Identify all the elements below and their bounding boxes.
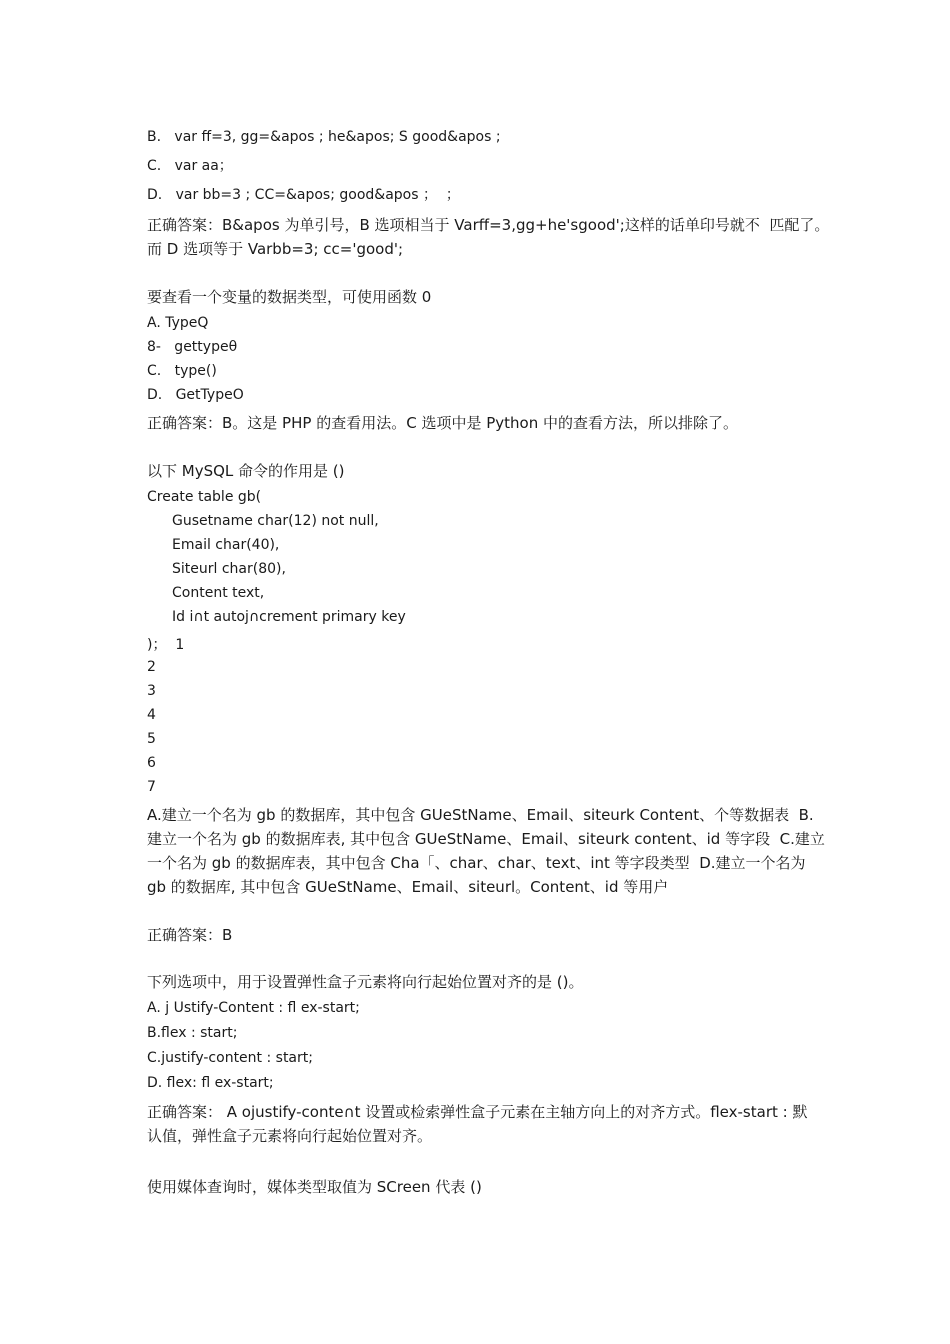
q2-option-a: A. TypeQ bbox=[147, 315, 209, 331]
q1-option-c: C. var aa； bbox=[147, 158, 233, 174]
q1-option-b: B. var ff=3, gg=&apos ; he&apos; S good&apos ; bbox=[147, 129, 501, 145]
q2-option-d: D. GetTypeO bbox=[147, 387, 244, 403]
q3-line-number: 6 bbox=[147, 755, 156, 771]
q4-answer-line-2: 认值，弹性盒子元素将向行起始位置对齐。 bbox=[147, 1127, 433, 1145]
q3-code-line-1: Gusetname char(12) not null, bbox=[172, 513, 379, 529]
q3-line-number: 7 bbox=[147, 779, 156, 795]
q4-option-c: C.justify-content : start; bbox=[147, 1050, 313, 1066]
q3-code-line-2: Email char(40), bbox=[172, 537, 280, 553]
q2-option-c: C. type() bbox=[147, 363, 217, 379]
q4-answer-line-1: 正确答案： A ojustify-conte∩t 设置或检索弹性盒子元素在主轴方向上的对齐方式。flex-start : 默 bbox=[147, 1103, 808, 1121]
q4-option-b: B.flex : start; bbox=[147, 1025, 238, 1041]
q3-options-line-2: 建立一个名为 gb 的数据库表, 其中包含 GUeStName、Email、siteurk content、id 等字段 C.建立 bbox=[147, 830, 825, 848]
q3-code-line-5: Id i∩t autoj∩crement primary key bbox=[172, 609, 406, 625]
q3-line-number: 5 bbox=[147, 731, 156, 747]
q3-code-end: )； 1 bbox=[147, 637, 185, 653]
q3-line-number: 4 bbox=[147, 707, 156, 723]
q4-option-d: D. flex: fl ex-start; bbox=[147, 1075, 274, 1091]
q2-option-b: 8- gettypeθ bbox=[147, 339, 238, 355]
q3-code-head: Create table gb( bbox=[147, 489, 262, 505]
q4-question: 下列选项中，用于设置弹性盒子元素将向行起始位置对齐的是 ()。 bbox=[147, 973, 584, 991]
q3-options-line-1: A.建立一个名为 gb 的数据库，其中包含 GUeStName、Email、siteurk Content、个等数据表 B. bbox=[147, 806, 814, 824]
q3-options-line-4: gb 的数据库, 其中包含 GUeStName、Email、siteurl。Content、id 等用户 bbox=[147, 878, 669, 896]
q2-answer: 正确答案：B。这是 PHP 的查看用法。C 选项中是 Python 中的查看方法，所以排除了。 bbox=[147, 414, 738, 432]
q3-question: 以下 MySQL 命令的作用是 () bbox=[147, 462, 345, 480]
q4-option-a: A. j Ustify-Content : fl ex-start; bbox=[147, 1000, 360, 1016]
q5-question: 使用媒体查询时，媒体类型取值为 SCreen 代表 () bbox=[147, 1178, 482, 1196]
q1-answer-line-1: 正确答案：B&apos 为单引号，B 选项相当于 Varff=3,gg+he'sgood';这样的话单印号就不 匹配了。 bbox=[147, 216, 830, 234]
q1-answer-line-2: 而 D 选项等于 Varbb=3; cc='good'; bbox=[147, 240, 404, 258]
q3-answer: 正确答案：B bbox=[147, 926, 233, 944]
q2-question: 要查看一个变量的数据类型，可使用函数 0 bbox=[147, 288, 432, 306]
q1-option-d: D. var bb=3 ; CC=&apos; good&apos ； ； bbox=[147, 187, 460, 203]
q3-line-number: 3 bbox=[147, 683, 156, 699]
q3-code-line-3: Siteurl char(80), bbox=[172, 561, 286, 577]
q3-options-line-3: 一个名为 gb 的数据库表，其中包含 Cha「、char、char、text、int 等字段类型 D.建立一个名为 bbox=[147, 854, 806, 872]
q3-code-line-4: Content text, bbox=[172, 585, 265, 601]
q3-line-number: 2 bbox=[147, 659, 156, 675]
